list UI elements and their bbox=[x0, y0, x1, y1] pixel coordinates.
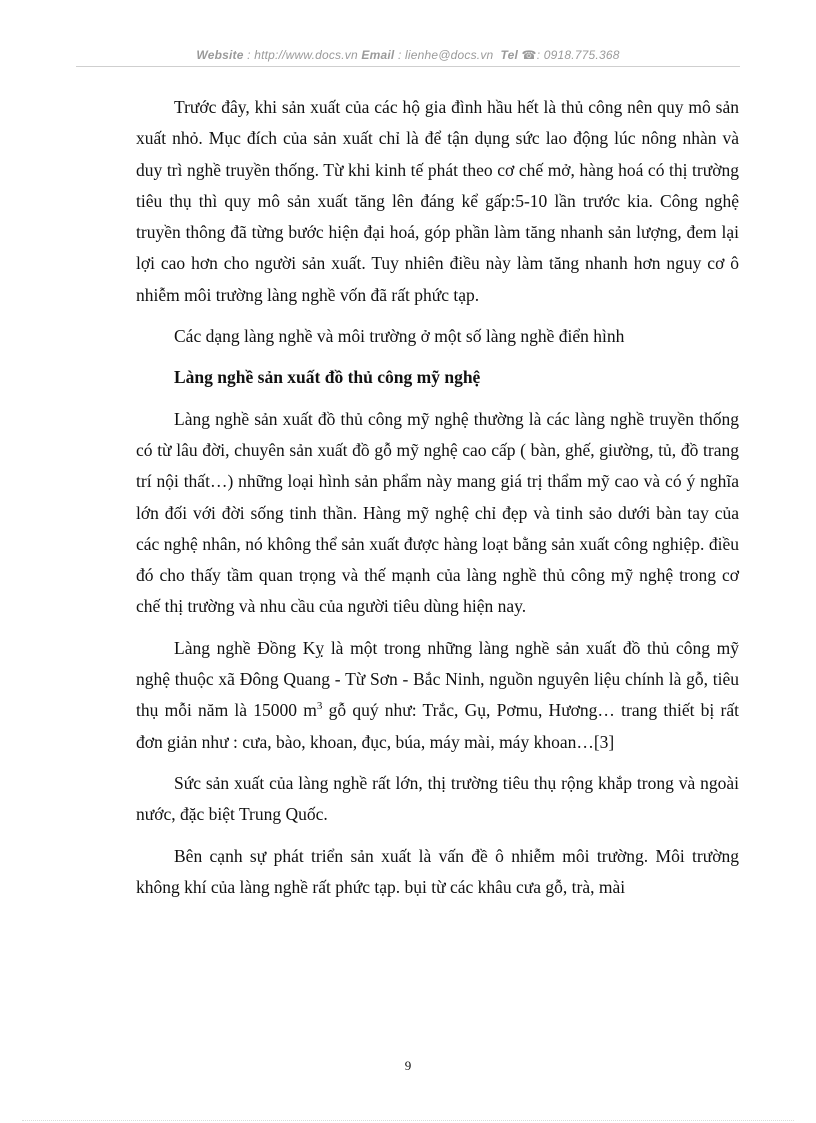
superscript-cubic: 3 bbox=[316, 700, 323, 713]
paragraph-section-title: Các dạng làng nghề và môi trường ở một số làng nghề điển hình bbox=[174, 326, 625, 347]
dong-ky-text-end: gỗ quý như: Trắc, Gụ, Pơmu, Hương… trang thiết bị rất đơn giản như : cưa, bào, khoan, đục, búa, máy mài, máy khoan…[3] bbox=[136, 700, 739, 752]
email-value: : lienhe@docs.vn bbox=[394, 48, 494, 62]
page-number: 9 bbox=[404, 1058, 412, 1073]
footer-divider bbox=[22, 1120, 794, 1121]
paragraph-intro: Trước đây, khi sản xuất của các hộ gia đình hầu hết là thủ công nên quy mô sản xuất nhỏ. Mục đích của sản xuất chỉ là để tận dụng sức lao động lúc nông nhàn và duy trì nghề truyền thống. Từ khi kinh tế phát theo cơ chế mở, hàng hoá có thị trường tiêu thụ thì quy mô sản xuất tăng lên đáng kể gấp:5-10 lần trước kia. Công nghệ truyền thông đã từng bước hiện đại hoá, góp phần làm tăng nhanh sản lượng, đem lại lợi cao hơn cho người sản xuất. Tuy nhiên điều này làm tăng nhanh hơn nguy cơ ô nhiễm môi trường làng nghề vốn đã rất phức tạp. bbox=[136, 97, 739, 305]
header-divider bbox=[76, 66, 740, 67]
email-label: Email bbox=[361, 48, 395, 62]
phone-icon: ☎ bbox=[521, 48, 537, 62]
website-label: Website bbox=[196, 48, 244, 62]
section-heading: Làng nghề sản xuất đồ thủ công mỹ nghệ bbox=[174, 367, 481, 388]
paragraph-dong-ky bbox=[136, 633, 739, 758]
paragraph-pollution: Bên cạnh sự phát triển sản xuất là vấn đề ô nhiễm môi trường. Môi trường không khí của làng nghề rất phức tạp. bụi từ các khâu cưa gỗ, trà, mài bbox=[136, 845, 739, 897]
dong-ky-text-start: Làng nghề Đồng Kỵ là một trong những làng nghề sản xuất đồ thủ công mỹ nghệ thuộc xã Đông Quang - Từ Sơn - Bắc Ninh, nguồn nguyên liệu chính là gỗ, tiêu thụ mỗi năm là 15000 m bbox=[136, 637, 739, 721]
page-header bbox=[0, 48, 816, 62]
website-value: : http://www.docs.vn bbox=[243, 48, 358, 62]
tel-label: Tel bbox=[500, 48, 518, 62]
tel-value: : 0918.775.368 bbox=[536, 48, 620, 62]
paragraph-production: Sức sản xuất của làng nghề rất lớn, thị trường tiêu thụ rộng khắp trong và ngoài nước, đặc biệt Trung Quốc. bbox=[136, 772, 739, 825]
paragraph-crafts: Làng nghề sản xuất đồ thủ công mỹ nghệ thường là các làng nghề truyền thống có từ lâu đời, chuyên sản xuất đồ gỗ mỹ nghệ cao cấp ( bàn, ghế, giường, tủ, đồ trang trí nội thất…) những loại hình sản phẩm này mang giá trị thẩm mỹ cao và có ý nghĩa lớn đối với đời sống tinh thần. Hàng mỹ nghệ chỉ đẹp và tinh sảo dưới bàn tay của các nghệ nhân, nó không thể sản xuất được hàng loạt bằng sản xuất công nghiệp. điều đó cho thấy tầm quan trọng và thế mạnh của làng nghề thủ công mỹ nghệ trong cơ chế thị trường và nhu cầu của người tiêu dùng hiện nay. bbox=[136, 408, 739, 617]
document-body bbox=[136, 92, 739, 913]
